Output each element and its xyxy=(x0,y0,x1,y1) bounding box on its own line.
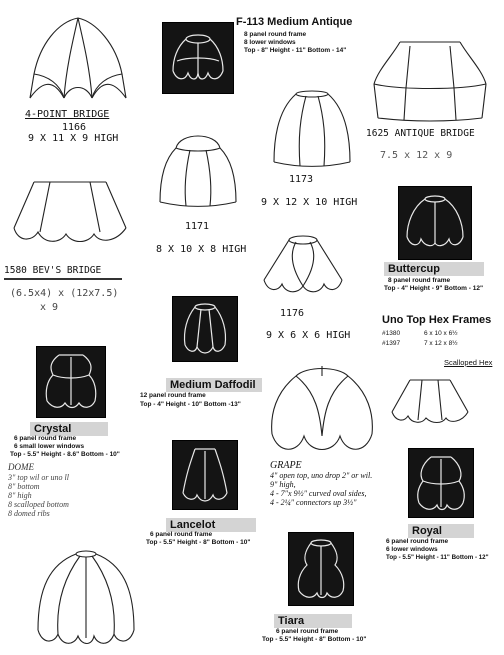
bevs-bridge-frame-drawing xyxy=(10,178,130,252)
tiara-photo xyxy=(288,532,354,606)
bevs-bridge-dims-2: x 9 xyxy=(40,302,59,313)
uno-hex-row-2-code: #1397 xyxy=(382,340,401,347)
lancelot-line-1: 6 panel round frame xyxy=(150,531,213,538)
grape-line-4: 4 - 2¼" connectors up 3½" xyxy=(270,498,357,507)
uno-hex-row-2-dims: 7 x 12 x 8½ xyxy=(424,340,458,347)
antique-bridge-frame-drawing xyxy=(370,36,490,122)
four-point-bridge-dims: 9 X 11 X 9 HIGH xyxy=(28,133,119,144)
dome-line-2: 8" bottom xyxy=(8,482,40,491)
grape-line-1: 4" open top, uno drop 2" or wil. xyxy=(270,471,373,480)
medium-daffodil-title: Medium Daffodil xyxy=(166,378,262,392)
four-point-bridge-number: 1166 xyxy=(62,122,87,133)
f1173-frame-drawing xyxy=(270,88,354,168)
antique-bridge-dims: 7.5 x 12 x 9 xyxy=(380,150,453,161)
uno-top-hex-title: Uno Top Hex Frames xyxy=(382,314,492,326)
lancelot-photo xyxy=(172,440,238,510)
medium-daffodil-line-1: 12 panel round frame xyxy=(140,392,206,399)
medium-daffodil-line-2: Top - 4" Height - 10" Bottom -13" xyxy=(140,401,241,408)
grape-line-2: 9" high, xyxy=(270,480,296,489)
crystal-title: Crystal xyxy=(30,422,108,436)
four-point-bridge-title: 4-POINT BRIDGE xyxy=(25,109,110,120)
bevs-bridge-dims-1: (6.5x4) x (12x7.5) xyxy=(10,288,119,299)
buttercup-photo xyxy=(398,186,472,260)
f113-photo xyxy=(162,22,234,94)
lancelot-line-2: Top - 5.5" Height - 8" Bottom - 10" xyxy=(146,539,251,546)
f113-frame-drawing xyxy=(163,23,233,93)
f1173-number: 1173 xyxy=(289,174,314,185)
buttercup-line-2: Top - 4" Height - 9" Bottom - 12" xyxy=(384,285,484,292)
tiara-title: Tiara xyxy=(274,614,352,628)
f113-line-2: 8 lower windows xyxy=(244,39,296,46)
lancelot-frame-drawing xyxy=(173,441,237,509)
dome-line-3: 8" high xyxy=(8,491,32,500)
royal-frame-drawing xyxy=(409,449,473,517)
scalloped-hex-label: Scalloped Hex xyxy=(444,358,493,367)
tiara-line-1: 6 panel round frame xyxy=(276,628,339,635)
crystal-line-1: 6 panel round frame xyxy=(14,435,77,442)
royal-photo xyxy=(408,448,474,518)
f1171-frame-drawing xyxy=(156,128,240,208)
crystal-line-2: 6 small lower windows xyxy=(14,443,85,450)
tiara-frame-drawing xyxy=(289,533,353,605)
grape-line-3: 4 - 7"x 9½" curved oval sides, xyxy=(270,489,367,498)
grape-frame-drawing xyxy=(266,362,378,460)
medium-daffodil-photo xyxy=(172,296,238,362)
f113-title: F-113 Medium Antique xyxy=(236,16,353,28)
grape-title: GRAPE xyxy=(270,460,302,471)
f1173-dims: 9 X 12 X 10 HIGH xyxy=(261,197,358,208)
royal-title: Royal xyxy=(408,524,474,538)
f1171-dims: 8 X 10 X 8 HIGH xyxy=(156,244,247,255)
crystal-frame-drawing xyxy=(37,347,105,417)
uno-hex-row-1-code: #1380 xyxy=(382,330,401,337)
tiara-line-2: Top - 5.5" Height - 8" Bottom - 10" xyxy=(262,636,367,643)
f1176-frame-drawing xyxy=(258,232,348,298)
crystal-photo xyxy=(36,346,106,418)
dome-line-1: 3" top wil or uno ll xyxy=(8,473,69,482)
dome-line-5: 8 domed ribs xyxy=(8,509,50,518)
royal-line-2: 6 lower windows xyxy=(386,546,438,553)
medium-daffodil-frame-drawing xyxy=(173,297,237,361)
f113-line-1: 8 panel round frame xyxy=(244,31,307,38)
bevs-bridge-underline xyxy=(4,278,122,280)
dome-line-4: 8 scalloped bottom xyxy=(8,500,69,509)
f1171-number: 1171 xyxy=(185,221,210,232)
f1176-number: 1176 xyxy=(280,308,305,319)
buttercup-line-1: 8 panel round frame xyxy=(388,277,451,284)
f1176-dims: 9 X 6 X 6 HIGH xyxy=(266,330,351,341)
scalloped-hex-frame-drawing xyxy=(388,376,472,428)
dome-title: DOME xyxy=(8,462,34,472)
dome-frame-drawing xyxy=(32,548,140,648)
antique-bridge-title: 1625 ANTIQUE BRIDGE xyxy=(366,128,475,139)
f113-line-3: Top - 8" Height - 11" Bottom - 14" xyxy=(244,47,347,54)
royal-line-1: 6 panel round frame xyxy=(386,538,449,545)
uno-hex-row-1-dims: 6 x 10 x 6½ xyxy=(424,330,458,337)
buttercup-frame-drawing xyxy=(399,187,471,259)
buttercup-title: Buttercup xyxy=(384,262,484,276)
crystal-line-3: Top - 5.5" Height - 8.6" Bottom - 10" xyxy=(10,451,120,458)
royal-line-3: Top - 5.5" Height - 11" Bottom - 12" xyxy=(386,554,489,561)
bevs-bridge-title: 1580 BEV'S BRIDGE xyxy=(4,265,102,276)
four-point-bridge-frame-drawing xyxy=(28,14,128,102)
lancelot-title: Lancelot xyxy=(166,518,256,532)
